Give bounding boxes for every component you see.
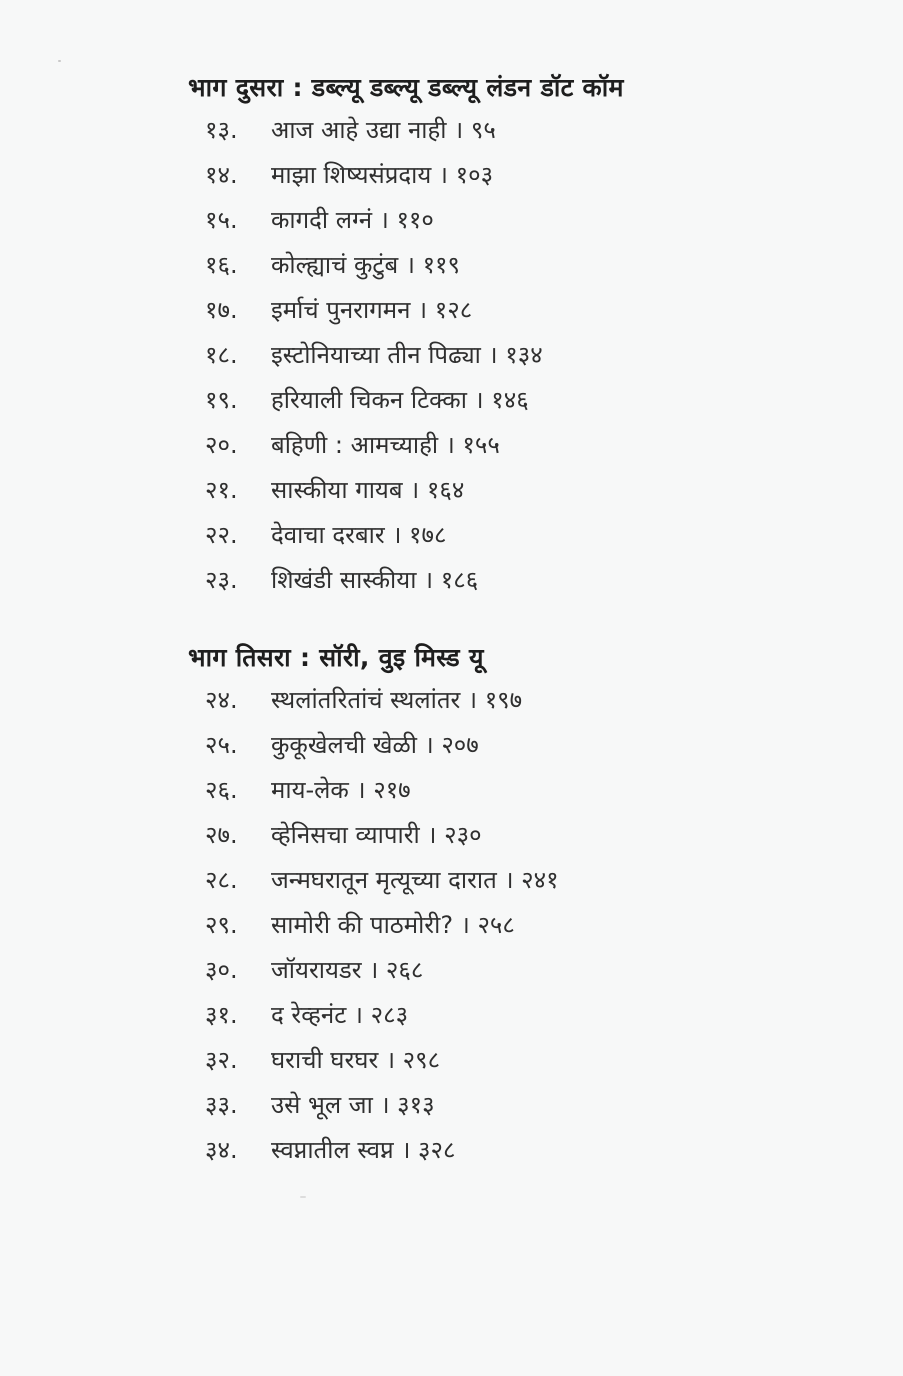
page-number: २४१ [521, 866, 559, 894]
page-number: १८६ [440, 566, 479, 594]
chapter-title: व्हेनिसचा व्यापारी [271, 821, 420, 849]
chapter-number: १७. [205, 296, 238, 324]
chapter-number: २०. [205, 431, 238, 459]
chapter-title: इस्टोनियाच्या तीन पिढ्या [271, 341, 481, 369]
chapter-number: १६. [205, 251, 238, 279]
paper-speck [58, 60, 61, 62]
chapter-number: २९. [205, 911, 238, 939]
chapter-number: २४. [205, 686, 238, 714]
part-three-heading: भाग तिसरा : सॉरी, वुइ मिस्ड यू [188, 643, 484, 672]
page-number: २५८ [477, 911, 515, 939]
page-number: १०३ [455, 161, 494, 189]
page-number: २३० [444, 821, 482, 849]
page-number: २९८ [402, 1046, 441, 1074]
chapter-title: आज आहे उद्या नाही [271, 116, 447, 144]
separator: । [361, 956, 386, 984]
toc-entry [205, 515, 447, 555]
toc-entry [205, 155, 493, 195]
chapter-number: २५. [205, 731, 238, 759]
page-number: २०७ [441, 731, 479, 759]
chapter-title: स्थलांतरितांचं स्थलांतर [271, 686, 461, 714]
toc-entry [205, 1040, 440, 1080]
toc-entry [205, 245, 460, 285]
chapter-title: हरियाली चिकन टिक्का [271, 386, 467, 414]
separator: । [402, 476, 427, 504]
chapter-number: ३०. [205, 956, 238, 984]
toc-entry [205, 725, 479, 765]
page-number: ११९ [422, 251, 461, 279]
chapter-title: माझा शिष्यसंप्रदाय [271, 161, 432, 189]
chapter-title: कोल्ह्याचं कुटुंब [271, 251, 399, 279]
toc-entry [205, 950, 423, 990]
toc-entry [205, 815, 482, 855]
chapter-number: १४. [205, 161, 238, 189]
page-number: २१७ [373, 776, 411, 804]
page-number: १३४ [505, 341, 543, 369]
toc-entry [205, 905, 515, 945]
chapter-number: १५. [205, 206, 238, 234]
chapter-title: माय-लेक [271, 776, 349, 804]
toc-entry [205, 335, 543, 375]
separator: । [348, 776, 374, 804]
chapter-number: ३४. [205, 1136, 238, 1164]
page-number: ३१३ [397, 1091, 435, 1119]
chapter-number: २१. [205, 476, 238, 504]
separator: । [466, 386, 492, 414]
separator: । [416, 566, 441, 594]
chapter-number: २६. [205, 776, 238, 804]
chapter-title: देवाचा दरबार [271, 521, 385, 549]
part-two-heading: भाग दुसरा : डब्ल्यू डब्ल्यू डब्ल्यू लंडन डॉट कॉम [188, 73, 624, 102]
toc-entry [205, 560, 478, 600]
paper-speck [300, 1196, 306, 1198]
separator: । [460, 686, 485, 714]
chapter-title: सामोरी की पाठमोरी? [271, 911, 454, 939]
chapter-number: २३. [205, 566, 238, 594]
chapter-number: २७. [205, 821, 238, 849]
separator: । [384, 521, 410, 549]
chapter-title: द रेव्हनंट [271, 1001, 347, 1029]
separator: । [346, 1001, 371, 1029]
separator: । [416, 731, 442, 759]
separator: । [398, 251, 423, 279]
page-number: १४६ [491, 386, 529, 414]
toc-entry [205, 470, 464, 510]
separator: । [393, 1136, 419, 1164]
chapter-title: जॉयरायडर [271, 956, 362, 984]
chapter-number: ३३. [205, 1091, 238, 1119]
separator: । [378, 1046, 403, 1074]
toc-entry [205, 1130, 456, 1170]
chapter-title: इर्माचं पुनरागमन [271, 296, 411, 324]
separator: । [480, 341, 506, 369]
chapter-number: ३२. [205, 1046, 238, 1074]
separator: । [372, 1091, 398, 1119]
page-number: १९७ [484, 686, 523, 714]
toc-entry [205, 425, 500, 465]
chapter-title: कुकूखेलची खेळी [271, 731, 417, 759]
toc-entry [205, 770, 411, 810]
separator: । [453, 911, 478, 939]
toc-entry [205, 290, 472, 330]
chapter-number: १३. [205, 116, 238, 144]
page-number: २८३ [370, 1001, 409, 1029]
separator: । [431, 161, 456, 189]
separator: । [446, 116, 471, 144]
separator: । [419, 821, 445, 849]
chapter-title: घराची घरघर [271, 1046, 379, 1074]
chapter-title: जन्मघरातून मृत्यूच्या दारात [271, 866, 497, 894]
page-number: १६४ [426, 476, 465, 504]
toc-entry [205, 860, 559, 900]
page-number: ९५ [470, 116, 496, 144]
chapter-title: कागदी लग्नं [271, 206, 373, 234]
separator: । [410, 296, 435, 324]
chapter-title: शिखंडी सास्कीया [271, 566, 417, 594]
chapter-title: स्वप्नातील स्वप्न [271, 1136, 394, 1164]
toc-entry [205, 1085, 435, 1125]
chapter-number: १८. [205, 341, 238, 369]
toc-entry [205, 680, 522, 720]
page-number: १५५ [462, 431, 500, 459]
separator: । [438, 431, 463, 459]
toc-entry [205, 110, 496, 150]
separator: । [496, 866, 522, 894]
chapter-number: २२. [205, 521, 238, 549]
page-number: १२८ [434, 296, 473, 324]
chapter-title: सास्कीया गायब [271, 476, 403, 504]
page-number: १७८ [409, 521, 447, 549]
chapter-number: २८. [205, 866, 238, 894]
chapter-number: १९. [205, 386, 238, 414]
page-number: २६८ [385, 956, 424, 984]
page-number: ३२८ [418, 1136, 456, 1164]
chapter-title: बहिणी : आमच्याही [271, 431, 439, 459]
toc-entry [205, 200, 434, 240]
toc-entry [205, 995, 408, 1035]
separator: । [372, 206, 397, 234]
page-number: ११० [396, 206, 434, 234]
toc-entry [205, 380, 529, 420]
chapter-title: उसे भूल जा [271, 1091, 373, 1119]
chapter-number: ३१. [205, 1001, 238, 1029]
